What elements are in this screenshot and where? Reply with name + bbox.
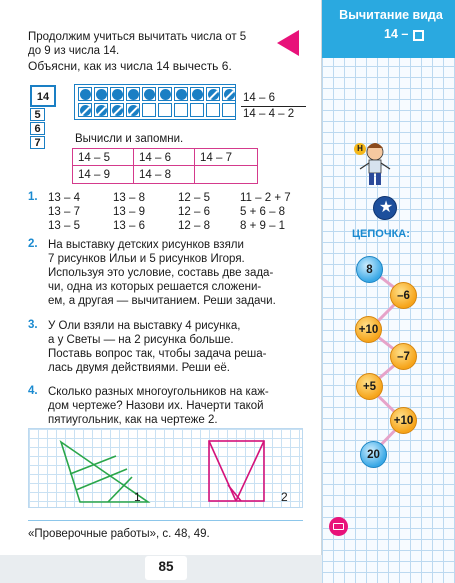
- intro-line-2: до 9 из числа 14.: [28, 45, 120, 57]
- frame-cell: [94, 87, 108, 101]
- chain-connectors: [322, 240, 455, 480]
- task-1-expression: 13 – 5: [48, 220, 80, 232]
- footer-reference: «Проверочные работы», с. 48, 49.: [28, 528, 210, 540]
- split-number-5: 5: [30, 108, 45, 121]
- frame-cell: [78, 103, 92, 117]
- page-number: 85: [158, 559, 174, 574]
- counter-dot: [160, 89, 171, 100]
- frame-cell: [158, 87, 172, 101]
- frame-cell: [222, 103, 236, 117]
- task-1-number: 1.: [28, 191, 38, 203]
- table-cell: 14 – 6: [133, 148, 195, 166]
- frame-cell: [206, 87, 220, 101]
- footer-separator: [28, 520, 303, 521]
- chain-step-ball: –6: [390, 282, 417, 309]
- chain-step-ball: +10: [355, 316, 382, 343]
- task-1-expression: 12 – 5: [178, 192, 210, 204]
- task-2-line: чи, одна из которых решается сложени-: [48, 281, 262, 293]
- table-cell: 14 – 9: [72, 165, 134, 184]
- counter-dot: [128, 89, 139, 100]
- frame-cell: [142, 103, 156, 117]
- example-line-1: 14 – 6: [243, 92, 275, 104]
- star-medal-icon: ★: [373, 196, 397, 220]
- chain-step-ball: –7: [390, 343, 417, 370]
- counter-dot: [80, 89, 91, 100]
- task-2-line: На выставку детских рисунков взяли: [48, 239, 244, 251]
- frame-cell: [174, 103, 188, 117]
- table-cell: 14 – 5: [72, 148, 134, 166]
- counter-dot: [144, 89, 155, 100]
- frame-cell: [222, 87, 236, 101]
- drawing-2: [209, 441, 264, 501]
- frame-cell: [142, 87, 156, 101]
- task-3-line: У Оли взяли на выставку 4 рисунка,: [48, 320, 241, 332]
- task-3-number: 3.: [28, 319, 38, 331]
- compute-label: Вычисли и запомни.: [75, 133, 184, 145]
- intro-line-1: Продолжим учиться вычитать числа от 5: [28, 31, 247, 43]
- chain-start-ball: 8: [356, 256, 383, 283]
- task-1-expression: 12 – 6: [178, 206, 210, 218]
- frame-cell: [206, 103, 220, 117]
- frame-cell: [190, 103, 204, 117]
- topic-title: Вычитание вида: [339, 8, 443, 22]
- mascot-badge: Н: [354, 143, 366, 155]
- counter-dot: [96, 89, 107, 100]
- task-3-line: а у Светы — на 2 рисунка больше.: [48, 334, 234, 346]
- split-number-7: 7: [30, 136, 45, 149]
- chain-step-ball: +10: [390, 407, 417, 434]
- frame-cell: [94, 103, 108, 117]
- chain-title: ЦЕПОЧКА:: [352, 228, 410, 240]
- counter-dot: [112, 89, 123, 100]
- frame-number-box: [30, 85, 56, 107]
- task-1-expression: 5 + 6 – 8: [240, 206, 286, 218]
- table-cell: 14 – 8: [133, 165, 195, 184]
- task-1-expression: 13 – 7: [48, 206, 80, 218]
- topic-subtitle: 14 –: [384, 27, 409, 41]
- chain-result-ball: 20: [360, 441, 387, 468]
- task-4-line: пятиугольник, как на чертеже 2.: [48, 414, 218, 426]
- empty-square-icon: [413, 30, 424, 41]
- task-2-line: Используя это условие, составь две зада-: [48, 267, 274, 279]
- task-1-expression: 13 – 8: [113, 192, 145, 204]
- table-cell: 14 – 7: [194, 148, 258, 166]
- task-4-line: Сколько разных многоугольников на каж-: [48, 386, 269, 398]
- task-1-expression: 8 + 9 – 1: [240, 220, 286, 232]
- frame-cell: [110, 103, 124, 117]
- task-4-number: 4.: [28, 385, 38, 397]
- intro-line-3: Объясни, как из числа 14 вычесть 6.: [28, 59, 232, 73]
- frame-cell: [190, 87, 204, 101]
- chain-step-ball: +5: [356, 373, 383, 400]
- frame-cell: [126, 87, 140, 101]
- task-3-line: лась двумя действиями. Реши её.: [48, 362, 230, 374]
- frame-cell: [126, 103, 140, 117]
- task-1-expression: 13 – 9: [113, 206, 145, 218]
- task-2-number: 2.: [28, 238, 38, 250]
- task-2-line: ем, а другая — вычитанием. Реши задачи.: [48, 295, 276, 307]
- frame-number: 14: [36, 91, 50, 103]
- task-1-expression: 12 – 8: [178, 220, 210, 232]
- counter-dot: [192, 89, 203, 100]
- frame-cell: [174, 87, 188, 101]
- task-1-expression: 13 – 4: [48, 192, 80, 204]
- polygon-drawings: [28, 428, 303, 508]
- task-3-line: Поставь вопрос так, чтобы задача реша-: [48, 348, 267, 360]
- pink-triangle-icon: [277, 30, 299, 56]
- frame-cell: [110, 87, 124, 101]
- task-1-expression: 13 – 6: [113, 220, 145, 232]
- workbook-icon: [329, 517, 348, 536]
- task-2-line: 7 рисунков Ильи и 5 рисунков Игоря.: [48, 253, 245, 265]
- split-number-6: 6: [30, 122, 45, 135]
- example-line-2: 14 – 4 – 2: [243, 108, 295, 120]
- task-4-line: дом чертеже? Назови их. Начерти такой: [48, 400, 264, 412]
- figure-label-2: 2: [281, 490, 288, 504]
- counter-dot: [176, 89, 187, 100]
- figure-label-1: 1: [134, 490, 141, 504]
- frame-cell: [158, 103, 172, 117]
- table-cell: [194, 165, 258, 184]
- frame-cell: [78, 87, 92, 101]
- task-1-expression: 11 – 2 + 7: [240, 192, 291, 204]
- ten-frame: [74, 84, 236, 120]
